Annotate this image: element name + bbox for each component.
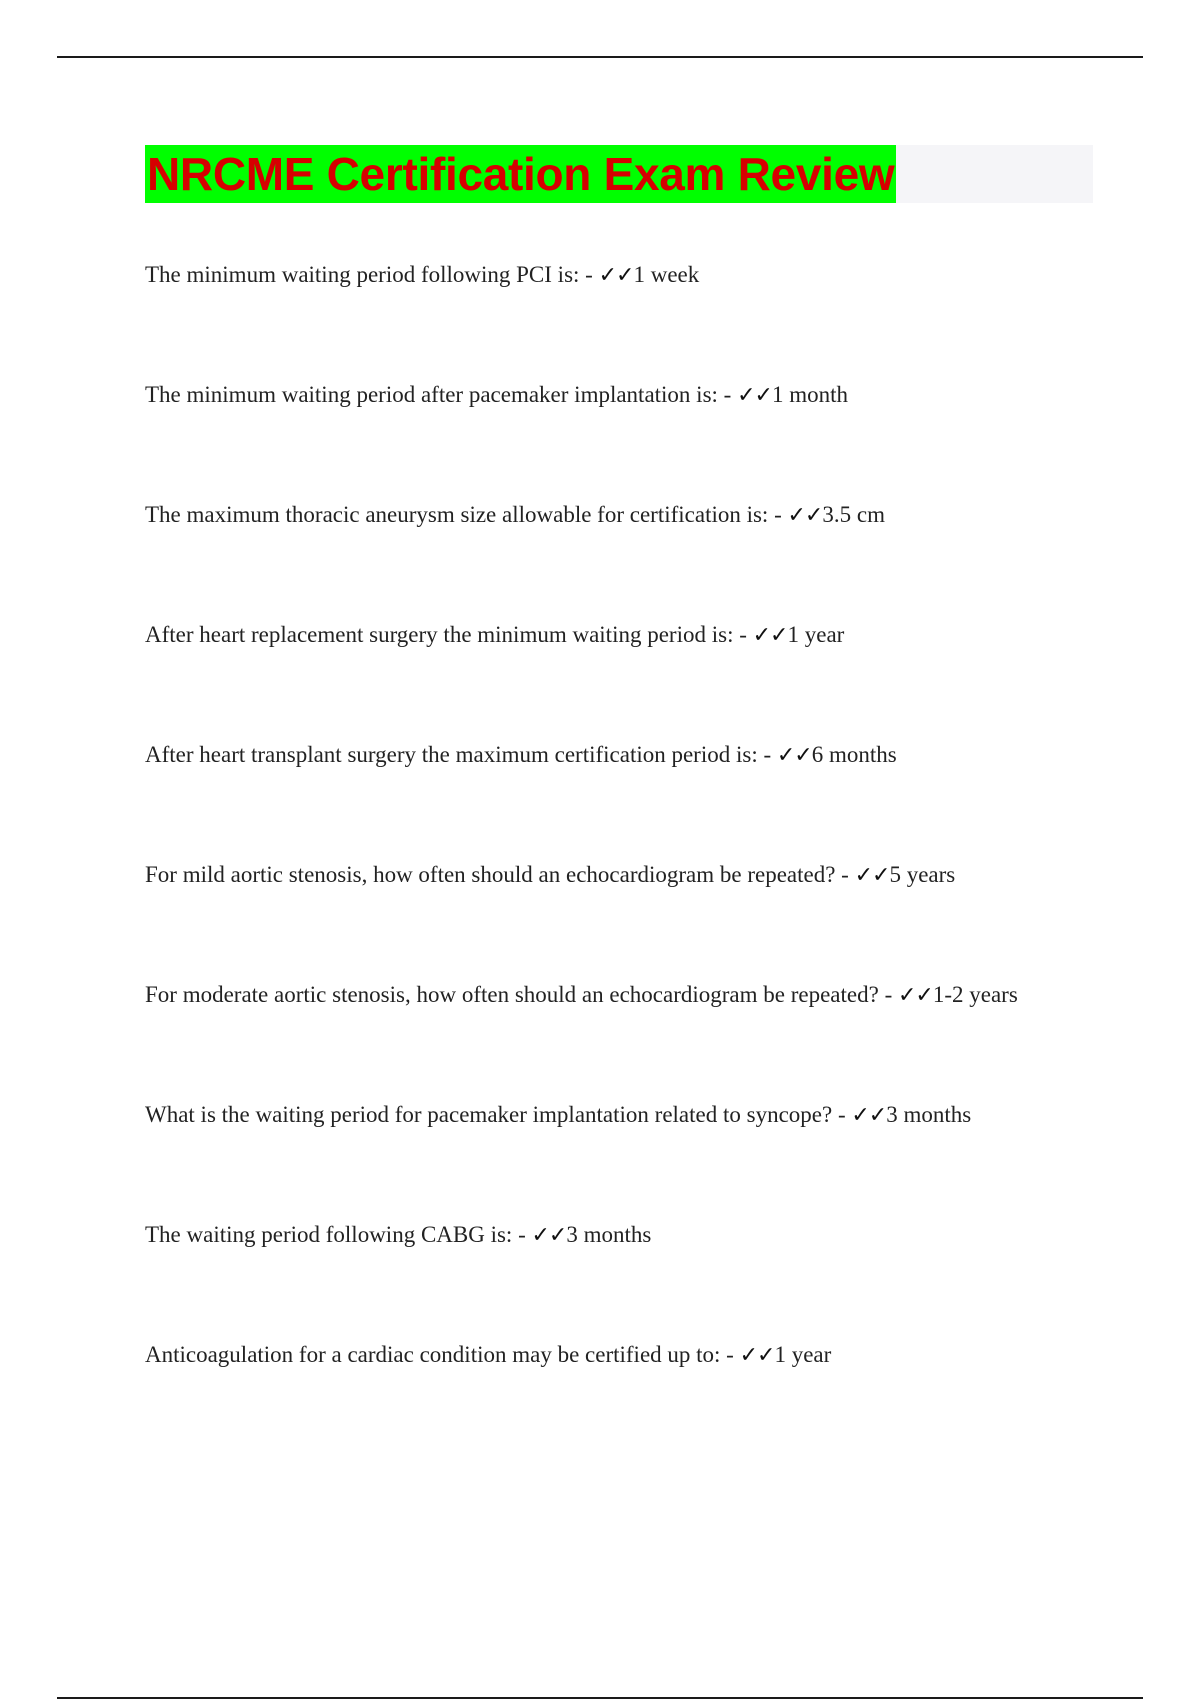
qa-item (145, 735, 1145, 855)
double-check-icon: ✓✓ (787, 503, 823, 528)
double-check-icon: ✓✓ (531, 1223, 567, 1248)
double-check-icon: ✓✓ (897, 983, 933, 1008)
question-text: The minimum waiting period following PCI is: - (145, 262, 599, 287)
double-check-icon: ✓✓ (851, 1103, 887, 1128)
answer-text: 1 year (774, 1342, 832, 1367)
answer-text: 3 months (886, 1102, 972, 1127)
qa-item (145, 375, 1145, 495)
question-text: The minimum waiting period after pacemaker implantation is: - (145, 382, 738, 407)
question-text: After heart transplant surgery the maximum certification period is: - (145, 742, 777, 767)
double-check-icon: ✓✓ (752, 623, 788, 648)
answer-text: 1 year (787, 622, 845, 647)
answer-text: 1 month (771, 382, 848, 407)
question-text: For mild aortic stenosis, how often should an echocardiogram be repeated? - (145, 862, 855, 887)
qa-list (145, 255, 1145, 1455)
qa-item (145, 495, 1145, 615)
question-text: The waiting period following CABG is: - (145, 1222, 532, 1247)
double-check-icon: ✓✓ (776, 743, 812, 768)
answer-text: 1-2 years (932, 982, 1018, 1007)
qa-item (145, 975, 1145, 1095)
answer-text: 3 months (566, 1222, 652, 1247)
question-text: Anticoagulation for a cardiac condition may be certified up to: - (145, 1342, 740, 1367)
question-text: The maximum thoracic aneurysm size allowable for certification is: - (145, 502, 788, 527)
top-rule (57, 56, 1143, 58)
answer-text: 1 week (633, 262, 700, 287)
qa-item (145, 1215, 1145, 1335)
document-title: NRCME Certification Exam Review (145, 145, 896, 203)
qa-item (145, 1335, 1145, 1455)
question-text: After heart replacement surgery the minimum waiting period is: - (145, 622, 753, 647)
bottom-rule (57, 1697, 1143, 1699)
qa-item (145, 1095, 1145, 1215)
answer-text: 3.5 cm (822, 502, 885, 527)
double-check-icon: ✓✓ (854, 863, 890, 888)
question-text: What is the waiting period for pacemaker implantation related to syncope? - (145, 1102, 852, 1127)
question-text: For moderate aortic stenosis, how often should an echocardiogram be repeated? - (145, 982, 898, 1007)
qa-item (145, 255, 1145, 375)
double-check-icon: ✓✓ (739, 1343, 775, 1368)
qa-item (145, 855, 1145, 975)
answer-text: 6 months (811, 742, 897, 767)
answer-text: 5 years (889, 862, 956, 887)
double-check-icon: ✓✓ (598, 263, 634, 288)
double-check-icon: ✓✓ (737, 383, 772, 408)
qa-item (145, 615, 1145, 735)
